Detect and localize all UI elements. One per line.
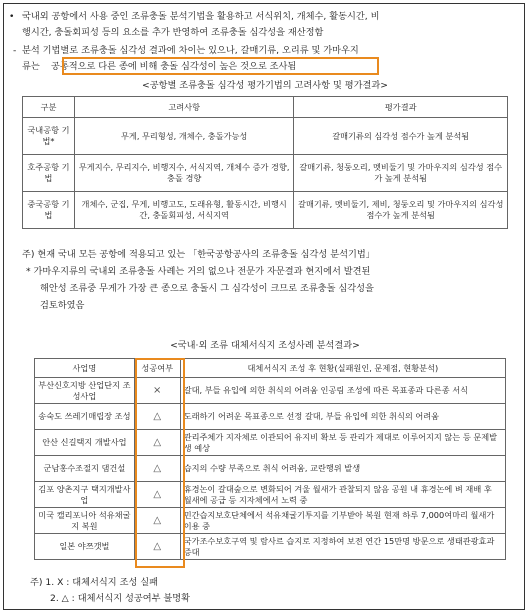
table1-cell-name: 국내공항 기법*: [23, 118, 75, 155]
table1: [22, 96, 508, 229]
table2-cell-mark: △: [134, 482, 180, 508]
table2-cell-name: 송숙도 쓰레기매립장 조성: [35, 404, 135, 430]
table1-cell-name: 호주공항 기법: [23, 155, 75, 192]
note1-line3: 해안성 조류중 무게가 가장 큰 종으로 충돌시 그 심각성이 크므로 조류충돌 심각성을: [40, 283, 374, 294]
para2-line1: 분석 기법별로 조류충돌 심각성 결과에 차이는 있으나, 갈매기류, 오리류 및 가마우지: [22, 45, 359, 56]
para1-line2: 행시간, 충돌회피성 등의 요소를 추가 반영하여 조류충돌 심각성을 재산정함: [22, 27, 324, 38]
note1-line2: * 가마우지류의 국내외 조류충돌 사례는 거의 없으나 전문가 자문결과 현지에서 발견된: [26, 266, 371, 277]
bullet-marker: •: [9, 11, 15, 22]
table2-cell-mark: ×: [134, 378, 180, 404]
table-row: [35, 534, 506, 560]
para1-line1: 국내외 공항에서 사용 중인 조류충돌 분석기법을 활용하고 서식위치, 개체수, 활동시간, 비: [22, 11, 380, 22]
table1-header-cell: 구분: [23, 97, 75, 118]
para2-highlight-text: 공통적으로 다른 종에 비해 충돌 심각성이 높은 것으로 조사됨: [51, 61, 297, 72]
table1-cell-name: 중국공항 기법: [23, 192, 75, 229]
table2-cell-name: 일본 야쯔갯벌: [35, 534, 135, 560]
table2-cell-status: 국가조수보호구역 및 람사르 습지로 지정하여 보전 연간 15만명 방문으로 생태관광효과 증대: [180, 534, 505, 560]
table2-cell-name: 안산 신길택지 개발사업: [35, 430, 135, 456]
table-row: [35, 378, 506, 404]
note2-line1: 주) 1. X : 대체서식지 조성 실패: [30, 577, 159, 588]
table-row: [23, 192, 508, 229]
table2-cell-name: 부산신호지방 산업단지 조성사업: [35, 378, 135, 404]
table2-cell-mark: △: [134, 508, 180, 534]
table2-cell-mark: △: [134, 534, 180, 560]
table-row: [23, 118, 508, 155]
table2-cell-status: 갈대, 부들 유입에 의한 취식의 어려움 인공림 조성에 따른 목표종과 다른종 서식: [180, 378, 505, 404]
success-column-highlight: [135, 358, 185, 568]
table-row: [35, 508, 506, 534]
table2-cell-status: 휴경논이 갈대숲으로 변화되어 겨울 월새가 관찰되지 않음 공원 내 휴경논에 벼 재배 후 월새에 공급 등 지자체에서 노력 중: [180, 482, 505, 508]
table1-caption: <공항별 조류충돌 심각성 평가기법의 고려사항 및 평가결과>: [142, 80, 388, 91]
table-row: [35, 430, 506, 456]
table-row: [35, 456, 506, 482]
table1-header-cell: 평가결과: [294, 97, 508, 118]
table1-cell-consider: 무게지수, 무리지수, 비행지수, 서식지역, 개체수 증가 경향, 충돌 경향: [74, 155, 294, 192]
table-row: [23, 155, 508, 192]
table-row: [35, 404, 506, 430]
table2-cell-status: 도래하기 어려운 목표종으로 선정 갈대, 부들 유입에 의한 취식의 어려움: [180, 404, 505, 430]
table2-cell-mark: △: [134, 430, 180, 456]
table1-header-row: [23, 97, 508, 118]
table2-cell-name: 군남홍수조절지 댐건설: [35, 456, 135, 482]
note1-line4: 검토하였음: [40, 300, 85, 311]
table2-caption: <국내·외 조류 대체서식지 조성사례 분석결과>: [170, 340, 360, 351]
table2-cell-name: 김포 양촌지구 택지개발사업: [35, 482, 135, 508]
table2: [34, 358, 506, 560]
note2-line2: 2. △ : 대체서식지 성공여부 불명확: [50, 593, 191, 604]
table1-cell-result: 갈매기류의 심각성 점수가 높게 분석됨: [294, 118, 508, 155]
table2-header-cell: 사업명: [35, 359, 135, 378]
table2-cell-status: 습지의 수량 부족으로 취식 어려움, 교란행위 발생: [180, 456, 505, 482]
table2-cell-mark: △: [134, 404, 180, 430]
dash-marker: -: [13, 45, 17, 56]
table1-cell-result: 갈매기류, 청둥오리, 멧비둘기 및 가마우지의 심각성 점수가 높게 분석됨: [294, 155, 508, 192]
table1-cell-result: 갈매기류, 멧비둘기, 제비, 청둥오리 및 가마우지의 심각성 점수가 높게 분석됨: [294, 192, 508, 229]
para2-line2-prefix: 류는: [22, 61, 40, 72]
note1-line1: 주) 현재 국내 모든 공항에 적용되고 있는 「한국공항공사의 조류충돌 심각성 분석기법」: [22, 249, 375, 260]
table1-cell-consider: 무게, 무리형성, 개체수, 충돌가능성: [74, 118, 294, 155]
table2-cell-name: 미국 캘리포니아 석유채굴지 복원: [35, 508, 135, 534]
table2-header-row: [35, 359, 506, 378]
table2-cell-mark: △: [134, 456, 180, 482]
table2-header-cell: 대체서식지 조성 후 현황(실패원인, 문제점, 현황분석): [180, 359, 505, 378]
table2-cell-status: 관리주체가 지자체로 이관되어 유지비 확보 등 관리가 제대로 이루어지지 않는 등 문제발생 예상: [180, 430, 505, 456]
table1-cell-consider: 개체수, 군집, 무게, 비행고도, 도래유형, 활동시간, 비행시간, 충돌회피성, 서식지역: [74, 192, 294, 229]
table2-cell-status: 민간습지보호단체에서 석유채굴기투지를 기부받아 복원 현재 하루 7,000여마리 월새가 이용 중: [180, 508, 505, 534]
table2-header-cell: 성공여부: [134, 359, 180, 378]
table-row: [35, 482, 506, 508]
table1-header-cell: 고려사항: [74, 97, 294, 118]
highlight-box: [62, 57, 379, 75]
